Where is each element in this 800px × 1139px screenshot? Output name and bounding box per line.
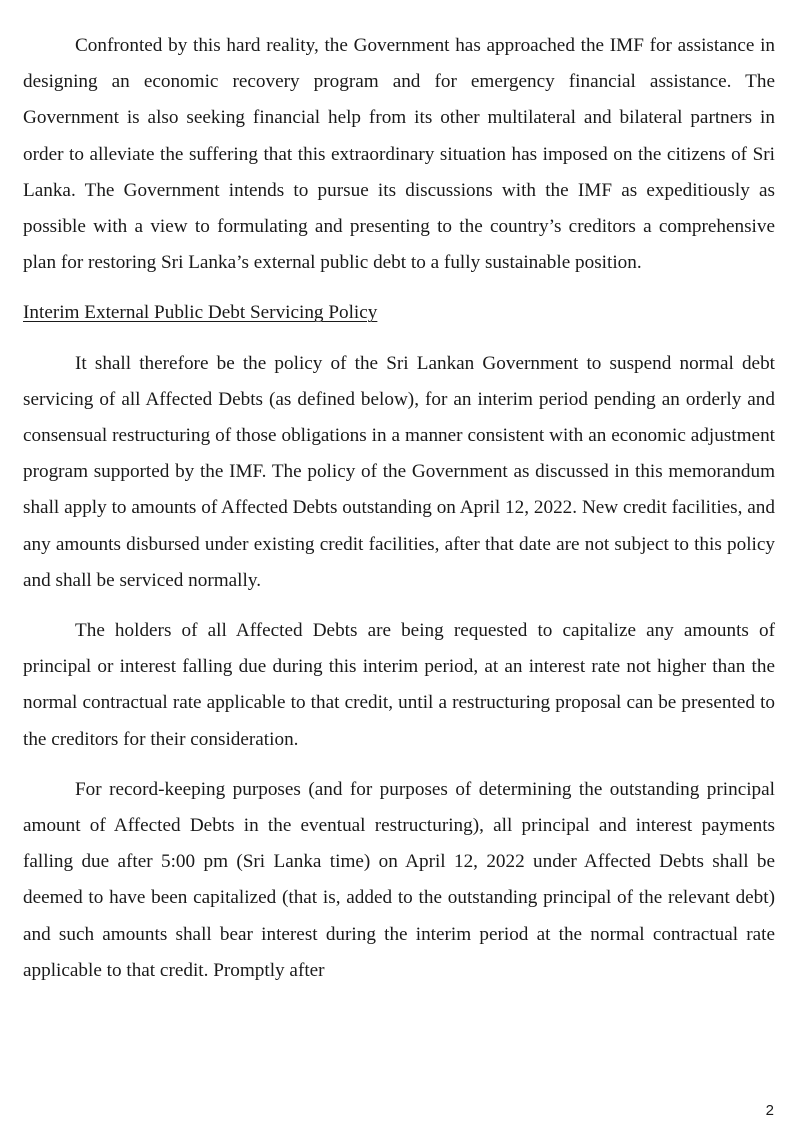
body-paragraph-intro: Confronted by this hard reality, the Government has approached the IMF for assistance in designing an economic recovery program and for emergency financial assistance. The Government is also seeking financial help from its other multilateral and bilateral partners in order to alleviate the suffering that this extraordinary situation has imposed on the citizens of Sri Lanka. The Government intends to pursue its discussions with the IMF as expeditiously as possible with a view to formulating and presenting to the country’s creditors a comprehensive plan for restoring Sri Lanka’s external public debt to a fully sustainable position. (23, 35, 775, 274)
body-paragraph-record-keeping: For record-keeping purposes (and for purposes of determining the outstanding principal amount of Affected Debts in the eventual restructuring), all principal and interest payments falling due after 5:00 pm (Sri Lanka time) on April 12, 2022 under Affected Debts shall be deemed to have been capitalized (that is, added to the outstanding principal of the relevant debt) and such amounts shall bear interest during the interim period at the normal contractual rate applicable to that credit. Promptly after (23, 778, 775, 981)
section-heading: Interim External Public Debt Servicing Policy (23, 302, 378, 324)
body-paragraph-policy: It shall therefore be the policy of the Sri Lankan Government to suspend normal debt servicing of all Affected Debts (as defined below), for an interim period pending an orderly and consensual restructuring of those obligations in a manner consistent with an economic adjustment program supported by the IMF. The policy of the Government as discussed in this memorandum shall apply to amounts of Affected Debts outstanding on April 12, 2022. New credit facilities, and any amounts disbursed under existing credit facilities, after that date are not subject to this policy and shall be serviced normally. (23, 352, 775, 591)
document-body (23, 28, 775, 989)
body-paragraph-capitalize-request: The holders of all Affected Debts are being requested to capitalize any amounts of principal or interest falling due during this interim period, at an interest rate not higher than the normal contractual rate applicable to that credit, until a restructuring proposal can be presented to the creditors for their consideration. (23, 620, 775, 750)
page-number: 2 (765, 1102, 774, 1119)
